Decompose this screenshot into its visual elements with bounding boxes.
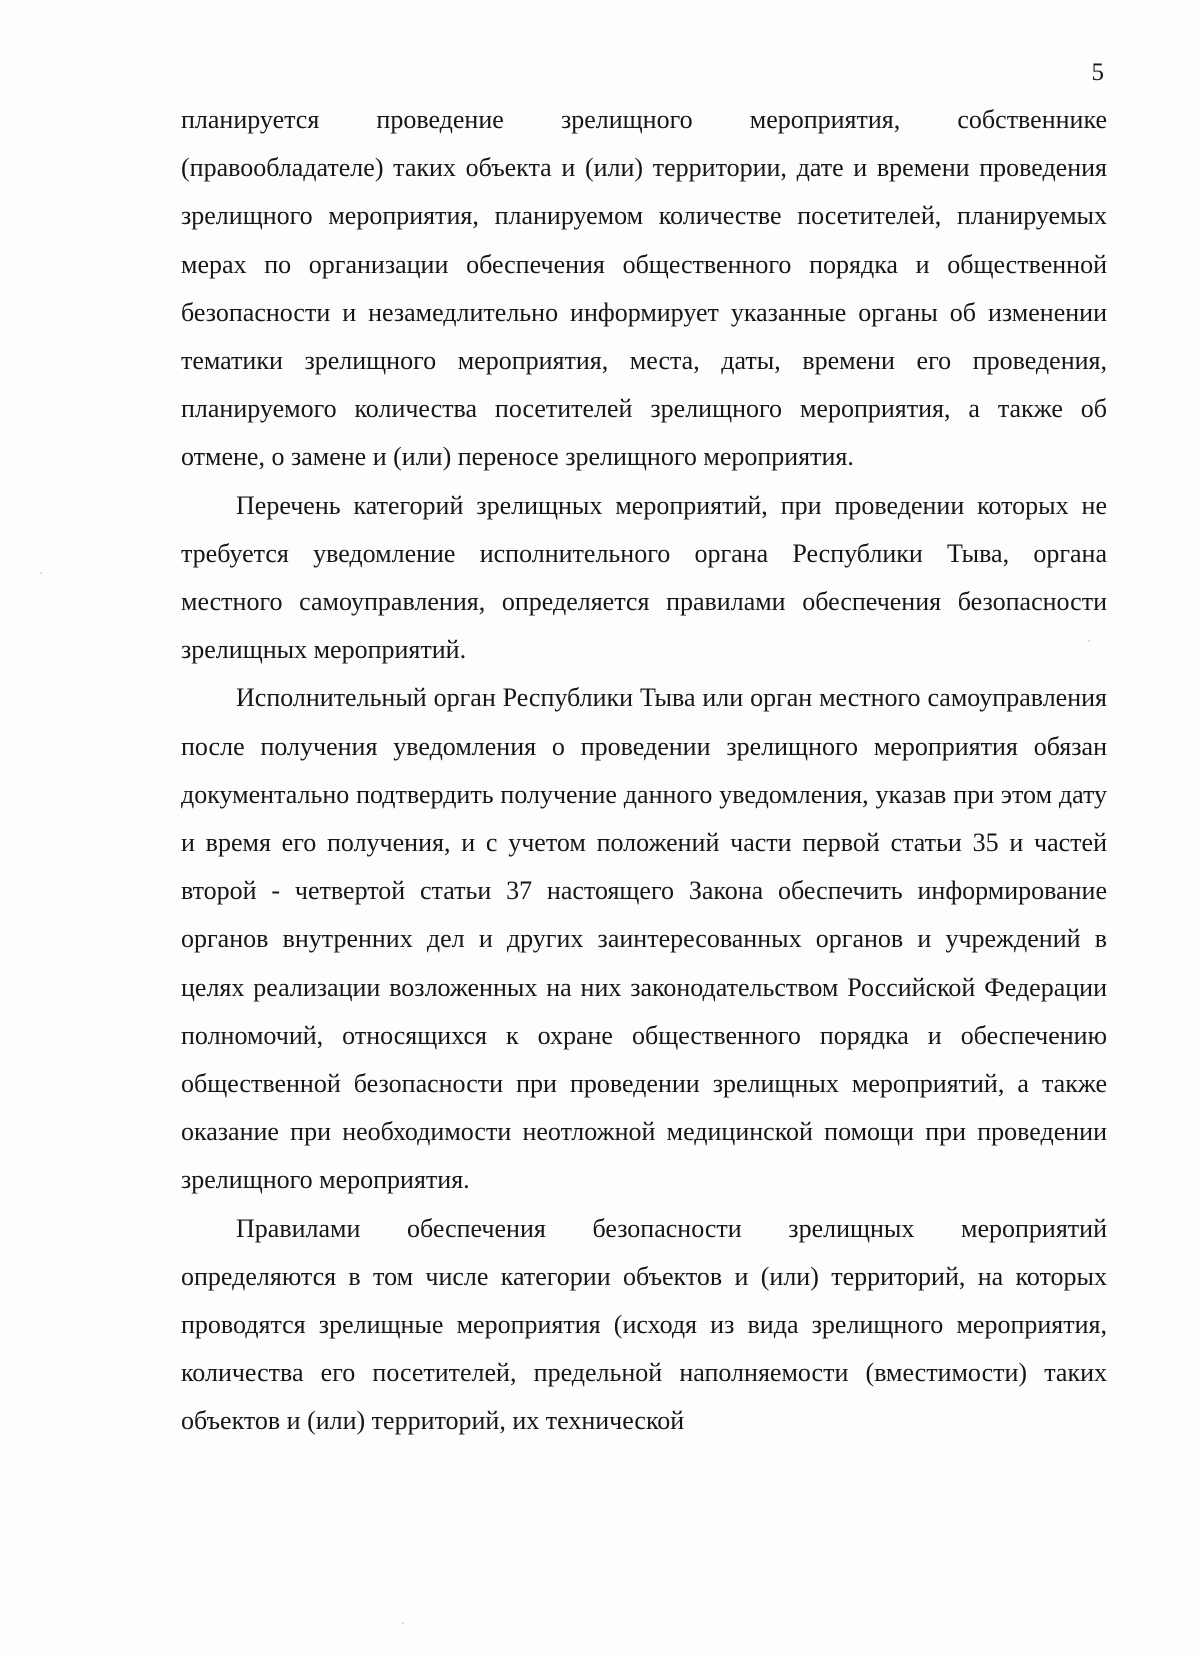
- paragraph-safety-rules: Правилами обеспечения безопасности зрелищных мероприятий определяются в том числе категории объектов и (или) территорий, на которых проводятся зрелищные мероприятия (исходя из вида зрелищного мероприятия, количества его посетителей, предельной наполняемости (вместимости) таких объектов и (или) территорий, их технической: [181, 1213, 1107, 1436]
- paragraph-categories-exempt: Перечень категорий зрелищных мероприятий, при проведении которых не требуется уведомление исполнительного органа Республики Тыва, органа местного самоуправления, определяется правилами обеспечения безопасности зрелищных мероприятий.: [181, 490, 1107, 665]
- paragraph-executive-body-duties: Исполнительный орган Республики Тыва или орган местного самоуправления после получения уведомления о проведении зрелищного мероприятия обязан документально подтвердить получение данного уведомления, указав при этом дату и время его получения, и с учетом положений части первой статьи 35 и частей второй - четвертой статьи 37 настоящего Закона обеспечить информирование органов внутренних дел и других заинтересованных органов и учреждений в целях реализации возложенных на них законодательством Российской Федерации полномочий, относящихся к охране общественного порядка и обеспечению общественной безопасности при проведении зрелищных мероприятий, а также оказание при необходимости неотложной медицинской помощи при проведении зрелищного мероприятия.: [181, 683, 1107, 1195]
- scan-speck: [40, 572, 42, 574]
- paragraph-notification-details: планируется проведение зрелищного мероприятия, собственнике (правообладателе) таких объекта и (или) территории, дате и времени проведения зрелищного мероприятия, планируемом количестве посетителей, планируемых мерах по организации обеспечения общественного порядка и общественной безопасности и незамедлительно информирует указанные органы об изменении тематики зрелищного мероприятия, места, даты, времени его проведения, планируемого количества посетителей зрелищного мероприятия, а также об отмене, о замене и (или) переносе зрелищного мероприятия.: [181, 105, 1107, 472]
- scan-speck: [1088, 640, 1090, 642]
- scan-speck: [402, 1622, 404, 1624]
- page-number: 5: [1091, 59, 1104, 86]
- document-body: [181, 96, 1107, 1446]
